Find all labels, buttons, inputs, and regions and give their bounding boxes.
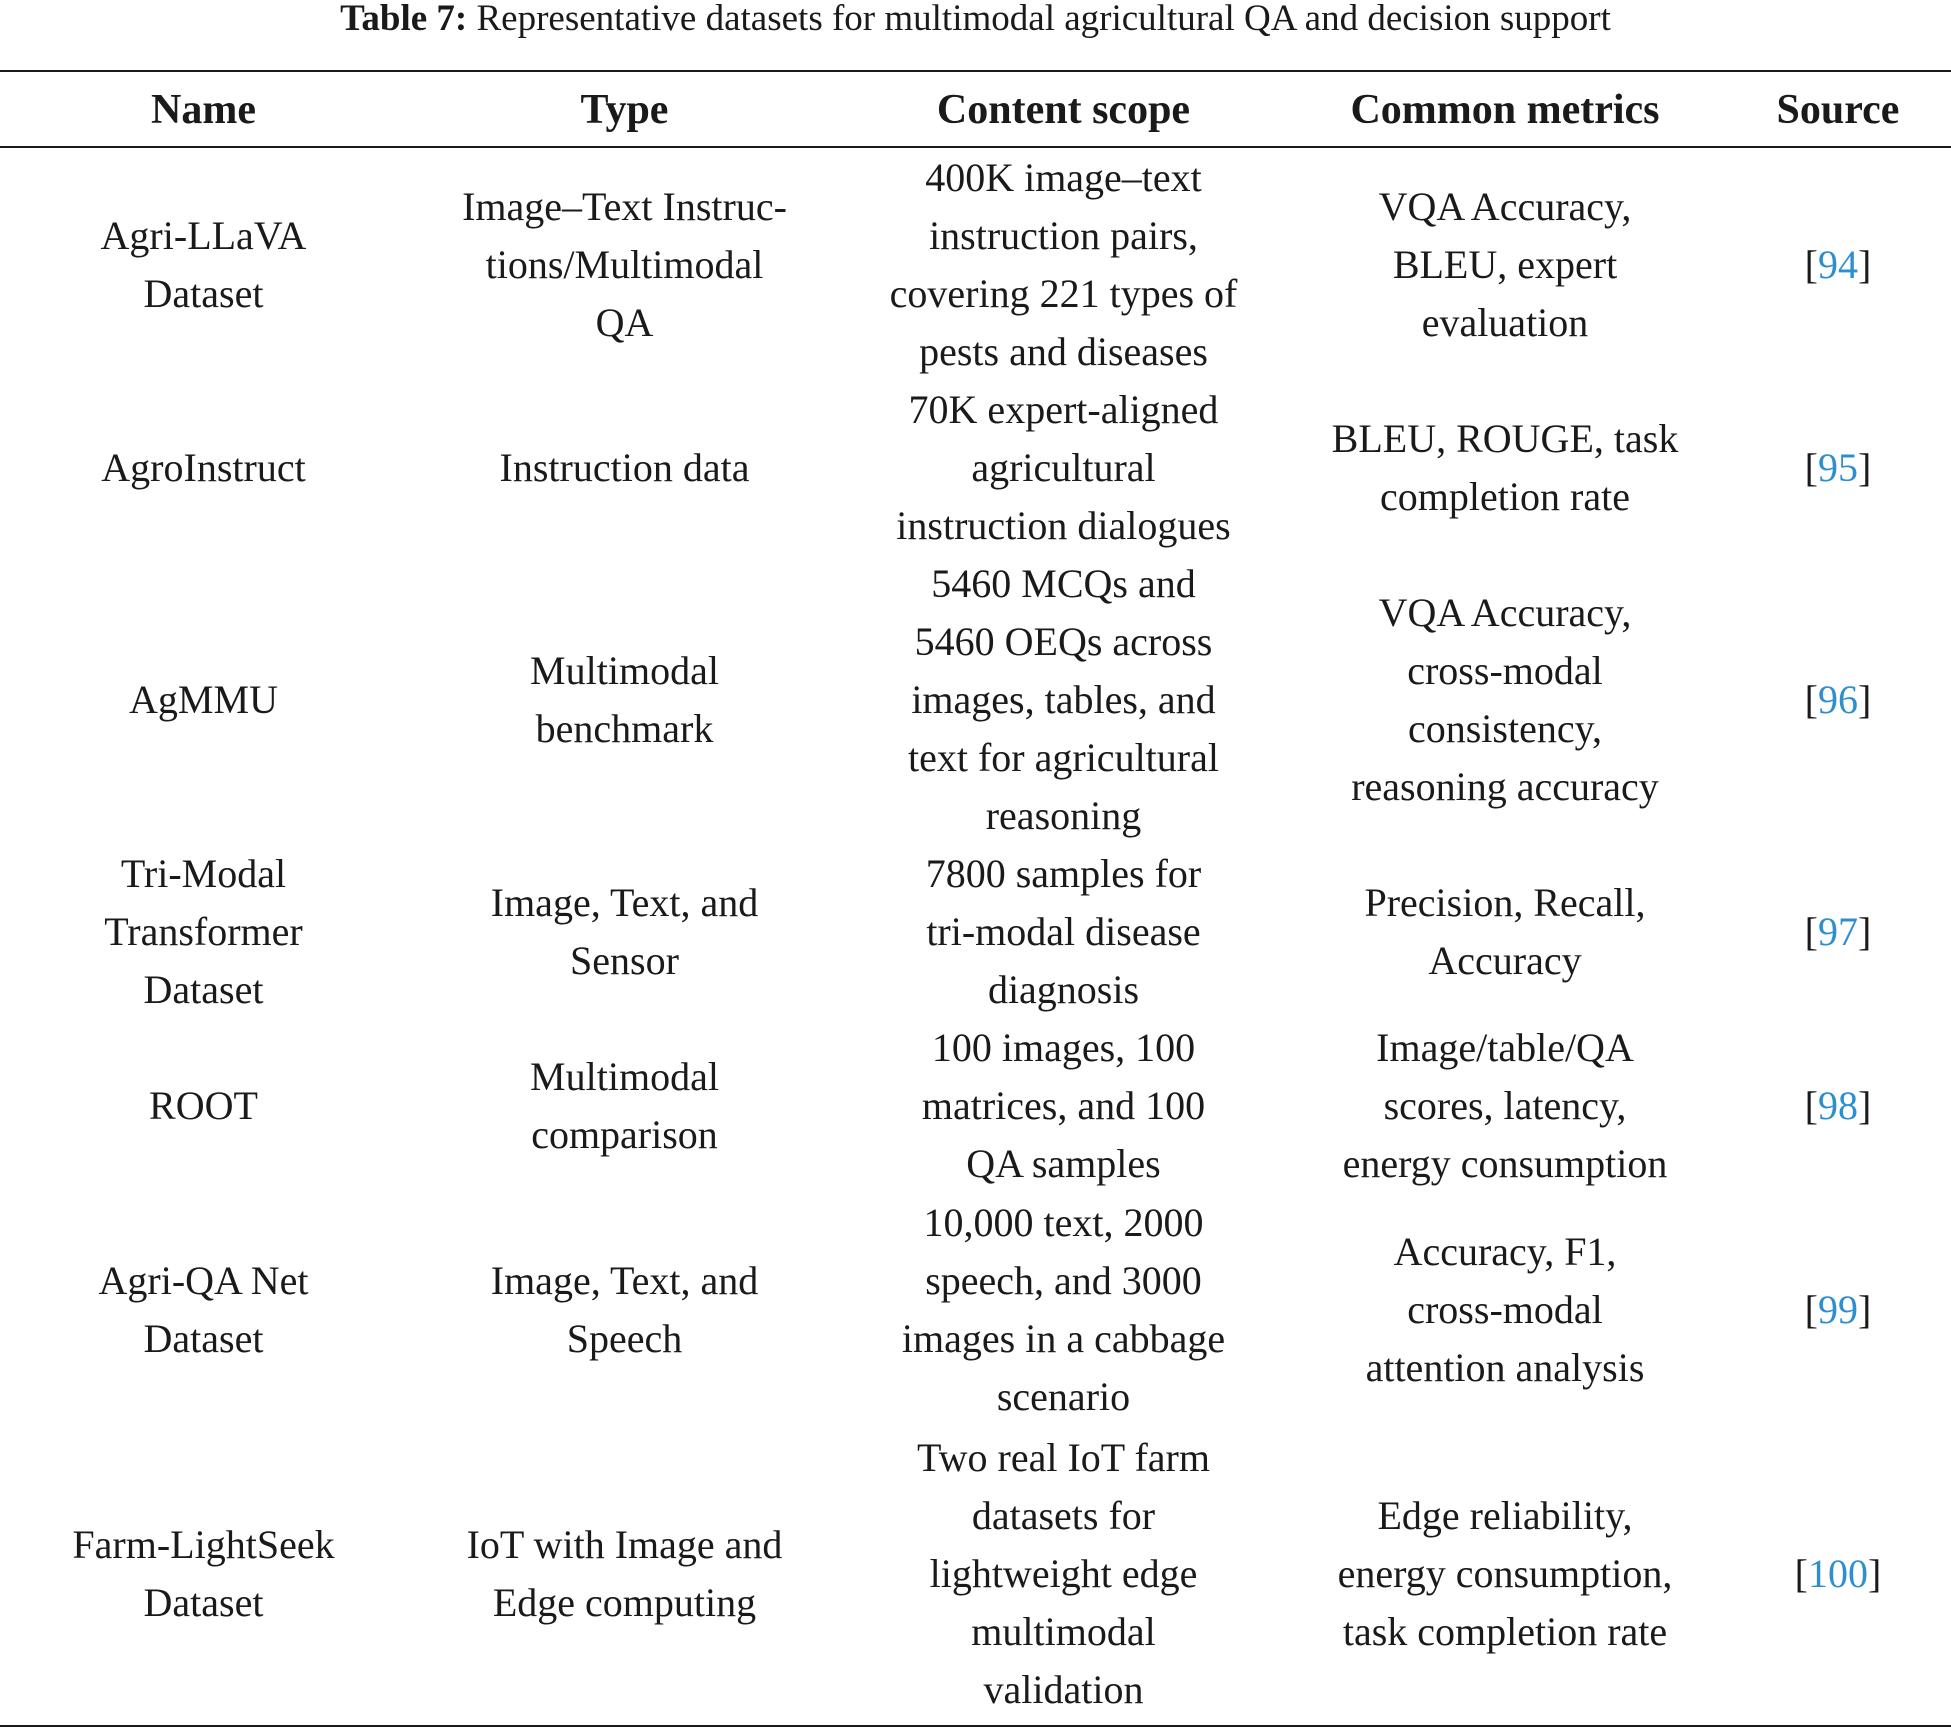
cell-line: task completion rate	[1342, 1608, 1668, 1654]
cell-line: reasoning accuracy	[1351, 764, 1659, 809]
col-header-type: Type	[407, 74, 842, 147]
cell-name	[0, 1193, 407, 1427]
cell-line: reasoning	[985, 793, 1142, 838]
cell-common-metrics	[1285, 381, 1725, 555]
cell-line: Speech	[566, 1316, 683, 1361]
col-header-content-scope: Content scope	[842, 74, 1285, 147]
cell-source: [94]	[1804, 241, 1872, 287]
cell-source: [95]	[1804, 445, 1872, 490]
table-row	[0, 1019, 1951, 1193]
cell-line: VQA Accuracy,	[1378, 590, 1632, 635]
cell-line: images, tables, and	[911, 677, 1216, 722]
cell-line: Instruction data	[499, 445, 750, 490]
cell-line: pests and diseases	[919, 328, 1208, 374]
cell-line: Two real IoT farm	[916, 1434, 1210, 1480]
cell-line: validation	[983, 1666, 1144, 1712]
cell-name	[0, 845, 407, 1019]
cell-line: AgMMU	[129, 677, 278, 722]
cell-line: ROOT	[149, 1083, 258, 1128]
cell-line: 100 images, 100	[931, 1025, 1196, 1070]
cell-line: Multimodal	[530, 648, 719, 693]
cell-line: Image, Text, and	[490, 880, 759, 925]
cell-line: 7800 samples for	[925, 851, 1202, 896]
cell-source: [97]	[1804, 909, 1872, 954]
citation-link[interactable]: 95	[1818, 445, 1858, 490]
col-header-source: Source	[1725, 74, 1951, 147]
cell-content-scope	[842, 1019, 1285, 1193]
cell-line: Image, Text, and	[490, 1258, 759, 1303]
cell-type	[407, 1019, 842, 1193]
cell-common-metrics	[1285, 845, 1725, 1019]
citation-link[interactable]: 97	[1818, 909, 1858, 954]
cell-line: benchmark	[535, 706, 714, 751]
cell-line: images in a cabbage	[901, 1316, 1226, 1361]
cell-line: instruction dialogues	[896, 503, 1231, 548]
cell-line: matrices, and 100	[921, 1083, 1206, 1128]
table-row	[0, 381, 1951, 555]
cell-line: BLEU, ROUGE, task	[1331, 416, 1679, 461]
cell-type	[407, 381, 842, 555]
cell-line: Accuracy	[1428, 938, 1582, 983]
cell-content-scope	[842, 555, 1285, 845]
cell-line: Edge computing	[492, 1579, 757, 1625]
table-label: Table 7:	[340, 0, 468, 39]
cell-source: [98]	[1804, 1083, 1872, 1128]
cell-line: energy consumption,	[1337, 1550, 1673, 1596]
cell-name	[0, 1427, 407, 1720]
cell-line: Dataset	[143, 967, 264, 1012]
cell-line: covering 221 types of	[889, 270, 1238, 316]
table-row	[0, 1193, 1951, 1427]
citation-link[interactable]: 94	[1818, 241, 1858, 287]
table-title: Representative datasets for multimodal agricultural QA and decision support	[476, 0, 1611, 39]
cell-line: 70K expert-aligned	[908, 387, 1219, 432]
cell-line: 5460 MCQs and	[931, 561, 1196, 606]
cell-line: Tri-Modal	[120, 851, 287, 896]
col-header-name: Name	[0, 74, 407, 147]
cell-line: Agri-LLaVA	[100, 212, 307, 258]
cell-line: Dataset	[143, 1316, 264, 1361]
cell-line: 5460 OEQs across	[914, 619, 1213, 664]
cell-line: Agri-QA Net	[98, 1258, 309, 1303]
cell-line: Accuracy, F1,	[1393, 1229, 1617, 1274]
cell-line: Image/table/QA	[1376, 1025, 1634, 1070]
cell-line: 400K image–text	[925, 154, 1202, 200]
cell-line: speech, and 3000	[925, 1258, 1202, 1303]
cell-common-metrics	[1285, 1193, 1725, 1427]
cell-line: Dataset	[143, 270, 264, 316]
cell-source: [99]	[1804, 1287, 1872, 1332]
table-header	[0, 74, 1951, 147]
cell-line: Farm-LightSeek	[72, 1521, 335, 1567]
cell-line: energy consumption	[1342, 1141, 1668, 1186]
cell-type	[407, 1193, 842, 1427]
cell-line: lightweight edge	[929, 1550, 1198, 1596]
cell-name	[0, 147, 407, 381]
cell-common-metrics	[1285, 1019, 1725, 1193]
cell-common-metrics	[1285, 555, 1725, 845]
cell-line: Image–Text Instruc-	[462, 183, 787, 229]
cell-line: IoT with Image and	[466, 1521, 783, 1567]
cell-line: tions/Multimodal	[485, 241, 764, 287]
cell-type	[407, 845, 842, 1019]
cell-line: scores, latency,	[1383, 1083, 1627, 1128]
cell-line: diagnosis	[987, 967, 1140, 1012]
cell-line: instruction pairs,	[929, 212, 1198, 258]
citation-link[interactable]: 96	[1818, 677, 1858, 722]
cell-line: consistency,	[1407, 706, 1603, 751]
cell-line: Sensor	[570, 938, 679, 983]
dataset-table	[0, 74, 1951, 1720]
cell-line: cross-modal	[1407, 648, 1603, 693]
cell-line: evaluation	[1421, 299, 1589, 345]
cell-common-metrics	[1285, 147, 1725, 381]
cell-line: Dataset	[143, 1579, 264, 1625]
cell-line: cross-modal	[1407, 1287, 1603, 1332]
cell-line: scenario	[996, 1374, 1131, 1419]
cell-line: 10,000 text, 2000	[923, 1200, 1204, 1245]
table-row	[0, 1427, 1951, 1720]
cell-line: VQA Accuracy,	[1378, 183, 1632, 229]
cell-line: QA	[595, 299, 654, 345]
header-row	[0, 74, 1951, 147]
cell-name	[0, 555, 407, 845]
cell-type	[407, 555, 842, 845]
cell-content-scope	[842, 381, 1285, 555]
cell-line: text for agricultural	[908, 735, 1219, 780]
cell-type	[407, 1427, 842, 1720]
cell-line: Precision, Recall,	[1364, 880, 1646, 925]
cell-line: Multimodal	[530, 1054, 719, 1099]
citation-link[interactable]: 100	[1808, 1550, 1868, 1596]
cell-line: agricultural	[971, 445, 1156, 490]
cell-line: AgroInstruct	[101, 445, 306, 490]
table-row	[0, 845, 1951, 1019]
cell-line: datasets for	[971, 1492, 1156, 1538]
cell-line: Edge reliability,	[1377, 1492, 1633, 1538]
cell-line: BLEU, expert	[1392, 241, 1618, 287]
cell-content-scope	[842, 1193, 1285, 1427]
cell-type	[407, 147, 842, 381]
cell-content-scope	[842, 845, 1285, 1019]
table-body	[0, 147, 1951, 1720]
cell-common-metrics	[1285, 1427, 1725, 1720]
cell-name	[0, 1019, 407, 1193]
cell-line: multimodal	[971, 1608, 1156, 1654]
citation-link[interactable]: 98	[1818, 1083, 1858, 1128]
bottom-rule	[0, 1725, 1951, 1727]
cell-line: tri-modal disease	[926, 909, 1201, 954]
cell-line: attention analysis	[1365, 1345, 1645, 1390]
table-caption	[0, 0, 1951, 38]
cell-line: QA samples	[966, 1141, 1161, 1186]
cell-source: [100]	[1794, 1550, 1882, 1596]
cell-line: Transformer	[104, 909, 303, 954]
cell-name	[0, 381, 407, 555]
citation-link[interactable]: 99	[1818, 1287, 1858, 1332]
table-row	[0, 555, 1951, 845]
col-header-common-metrics: Common metrics	[1285, 74, 1725, 147]
top-rule	[0, 70, 1951, 72]
table-row	[0, 147, 1951, 381]
cell-content-scope	[842, 147, 1285, 381]
cell-line: comparison	[531, 1112, 718, 1157]
cell-line: completion rate	[1380, 474, 1630, 519]
cell-source: [96]	[1804, 677, 1872, 722]
cell-content-scope	[842, 1427, 1285, 1720]
